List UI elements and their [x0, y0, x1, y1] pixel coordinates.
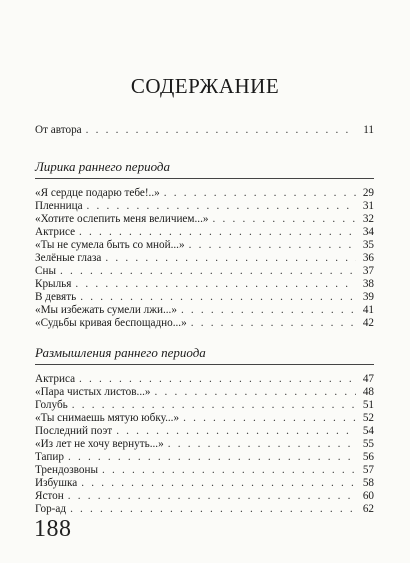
toc-entry-title: «Мы избежать сумели лжи...»	[35, 304, 177, 316]
toc-entry-page: 58	[362, 477, 374, 489]
leader-dots	[81, 477, 356, 489]
toc-entry-title: Актриса	[35, 373, 76, 385]
toc-entry-title: Зелёные глаза	[35, 252, 102, 264]
leader-dots	[80, 291, 356, 303]
toc-entry-title: «Я сердце подарю тебе!..»	[35, 187, 160, 199]
toc-entry-title: «Судьбы кривая беспощадно...»	[35, 317, 187, 329]
toc-entry-title: Избушка	[35, 477, 78, 489]
toc-entry-title: Последний поэт	[35, 425, 113, 437]
toc-entry-page: 29	[362, 187, 374, 199]
leader-dots	[86, 124, 356, 136]
section-rule	[35, 364, 374, 365]
toc-entry	[35, 438, 374, 450]
leader-dots	[116, 425, 356, 437]
toc-entry	[35, 477, 374, 489]
toc-entry-title: В девять	[35, 291, 77, 303]
toc-entry	[35, 291, 374, 303]
toc-entry-page: 55	[362, 438, 374, 450]
toc-entry-page: 11	[363, 124, 374, 136]
section-heading: Лирика раннего периода	[35, 159, 170, 174]
toc-entry-page: 36	[362, 252, 374, 264]
leader-dots	[102, 464, 356, 476]
toc-entry-page: 42	[362, 317, 374, 329]
toc-entry-page: 51	[362, 399, 374, 411]
leader-dots	[68, 490, 356, 502]
toc-entry-page: 62	[362, 503, 374, 515]
toc-entry-page: 48	[362, 386, 374, 398]
toc-entry	[35, 200, 374, 212]
leader-dots	[191, 317, 356, 329]
toc-entry	[35, 425, 374, 437]
toc-entry	[35, 265, 374, 277]
toc-entry	[35, 226, 374, 238]
toc-entry-title: От автора	[35, 124, 82, 136]
toc-entry-page: 60	[362, 490, 374, 502]
toc-entry-title: Крылья	[35, 278, 72, 290]
toc-entry-title: Пленница	[35, 200, 83, 212]
toc-entry-page: 34	[362, 226, 374, 238]
toc-entry-page: 38	[362, 278, 374, 290]
toc-entry-title: Тапир	[35, 451, 64, 463]
toc-entry-title: «Пара чистых листов...»	[35, 386, 151, 398]
toc-entry	[35, 213, 374, 225]
toc-entry-page: 54	[362, 425, 374, 437]
leader-dots	[212, 213, 356, 225]
toc-entry-page: 39	[362, 291, 374, 303]
leader-dots	[164, 187, 356, 199]
toc-entry-title: «Хотите ослепить меня величием...»	[35, 213, 209, 225]
leader-dots	[79, 373, 356, 385]
leader-dots	[75, 278, 356, 290]
toc-entry-page: 41	[362, 304, 374, 316]
section-heading: Размышления раннего периода	[35, 345, 206, 360]
toc-entry	[35, 503, 374, 515]
toc-entry	[35, 252, 374, 264]
toc-entry-title: «Из лет не хочу вернуть...»	[35, 438, 164, 450]
toc-entry	[35, 386, 374, 398]
toc-entry-author-note	[35, 124, 374, 136]
toc-entry-page: 56	[362, 451, 374, 463]
leader-dots	[79, 226, 356, 238]
leader-dots	[168, 438, 356, 450]
leader-dots	[189, 239, 356, 251]
toc-entry	[35, 451, 374, 463]
toc-entry-page: 32	[362, 213, 374, 225]
toc-entry	[35, 373, 374, 385]
section-rule	[35, 178, 374, 179]
toc-entry	[35, 464, 374, 476]
toc-entry	[35, 317, 374, 329]
leader-dots	[60, 265, 356, 277]
toc-entry-page: 31	[362, 200, 374, 212]
toc-entry	[35, 239, 374, 251]
toc-entry-title: Сны	[35, 265, 56, 277]
leader-dots	[105, 252, 356, 264]
toc-entry-title: Актрисе	[35, 226, 76, 238]
toc-entry-title: Голубь	[35, 399, 68, 411]
toc-entry-title: Трендозвоны	[35, 464, 98, 476]
leader-dots	[181, 304, 356, 316]
toc-entry-title: «Ты не сумела быть со мной...»	[35, 239, 185, 251]
toc-entry	[35, 490, 374, 502]
toc-entry-page: 35	[362, 239, 374, 251]
page-title: СОДЕРЖАНИЕ	[130, 74, 280, 98]
toc-entry-title: Ястон	[35, 490, 64, 502]
toc-entry-title: Гор-ад	[35, 503, 67, 515]
toc-entry	[35, 187, 374, 199]
toc-entry-page: 52	[362, 412, 374, 424]
page-number: 188	[34, 516, 72, 542]
toc-entry-title: «Ты снимаешь мятую юбку...»	[35, 412, 180, 424]
toc-entry	[35, 304, 374, 316]
toc-entry-page: 57	[362, 464, 374, 476]
leader-dots	[68, 451, 356, 463]
toc-entry	[35, 412, 374, 424]
toc-entry	[35, 278, 374, 290]
leader-dots	[72, 399, 356, 411]
toc-entry-page: 47	[362, 373, 374, 385]
toc-entry-page: 37	[362, 265, 374, 277]
leader-dots	[155, 386, 356, 398]
toc-entry	[35, 399, 374, 411]
leader-dots	[87, 200, 356, 212]
leader-dots	[70, 503, 356, 515]
leader-dots	[183, 412, 356, 424]
